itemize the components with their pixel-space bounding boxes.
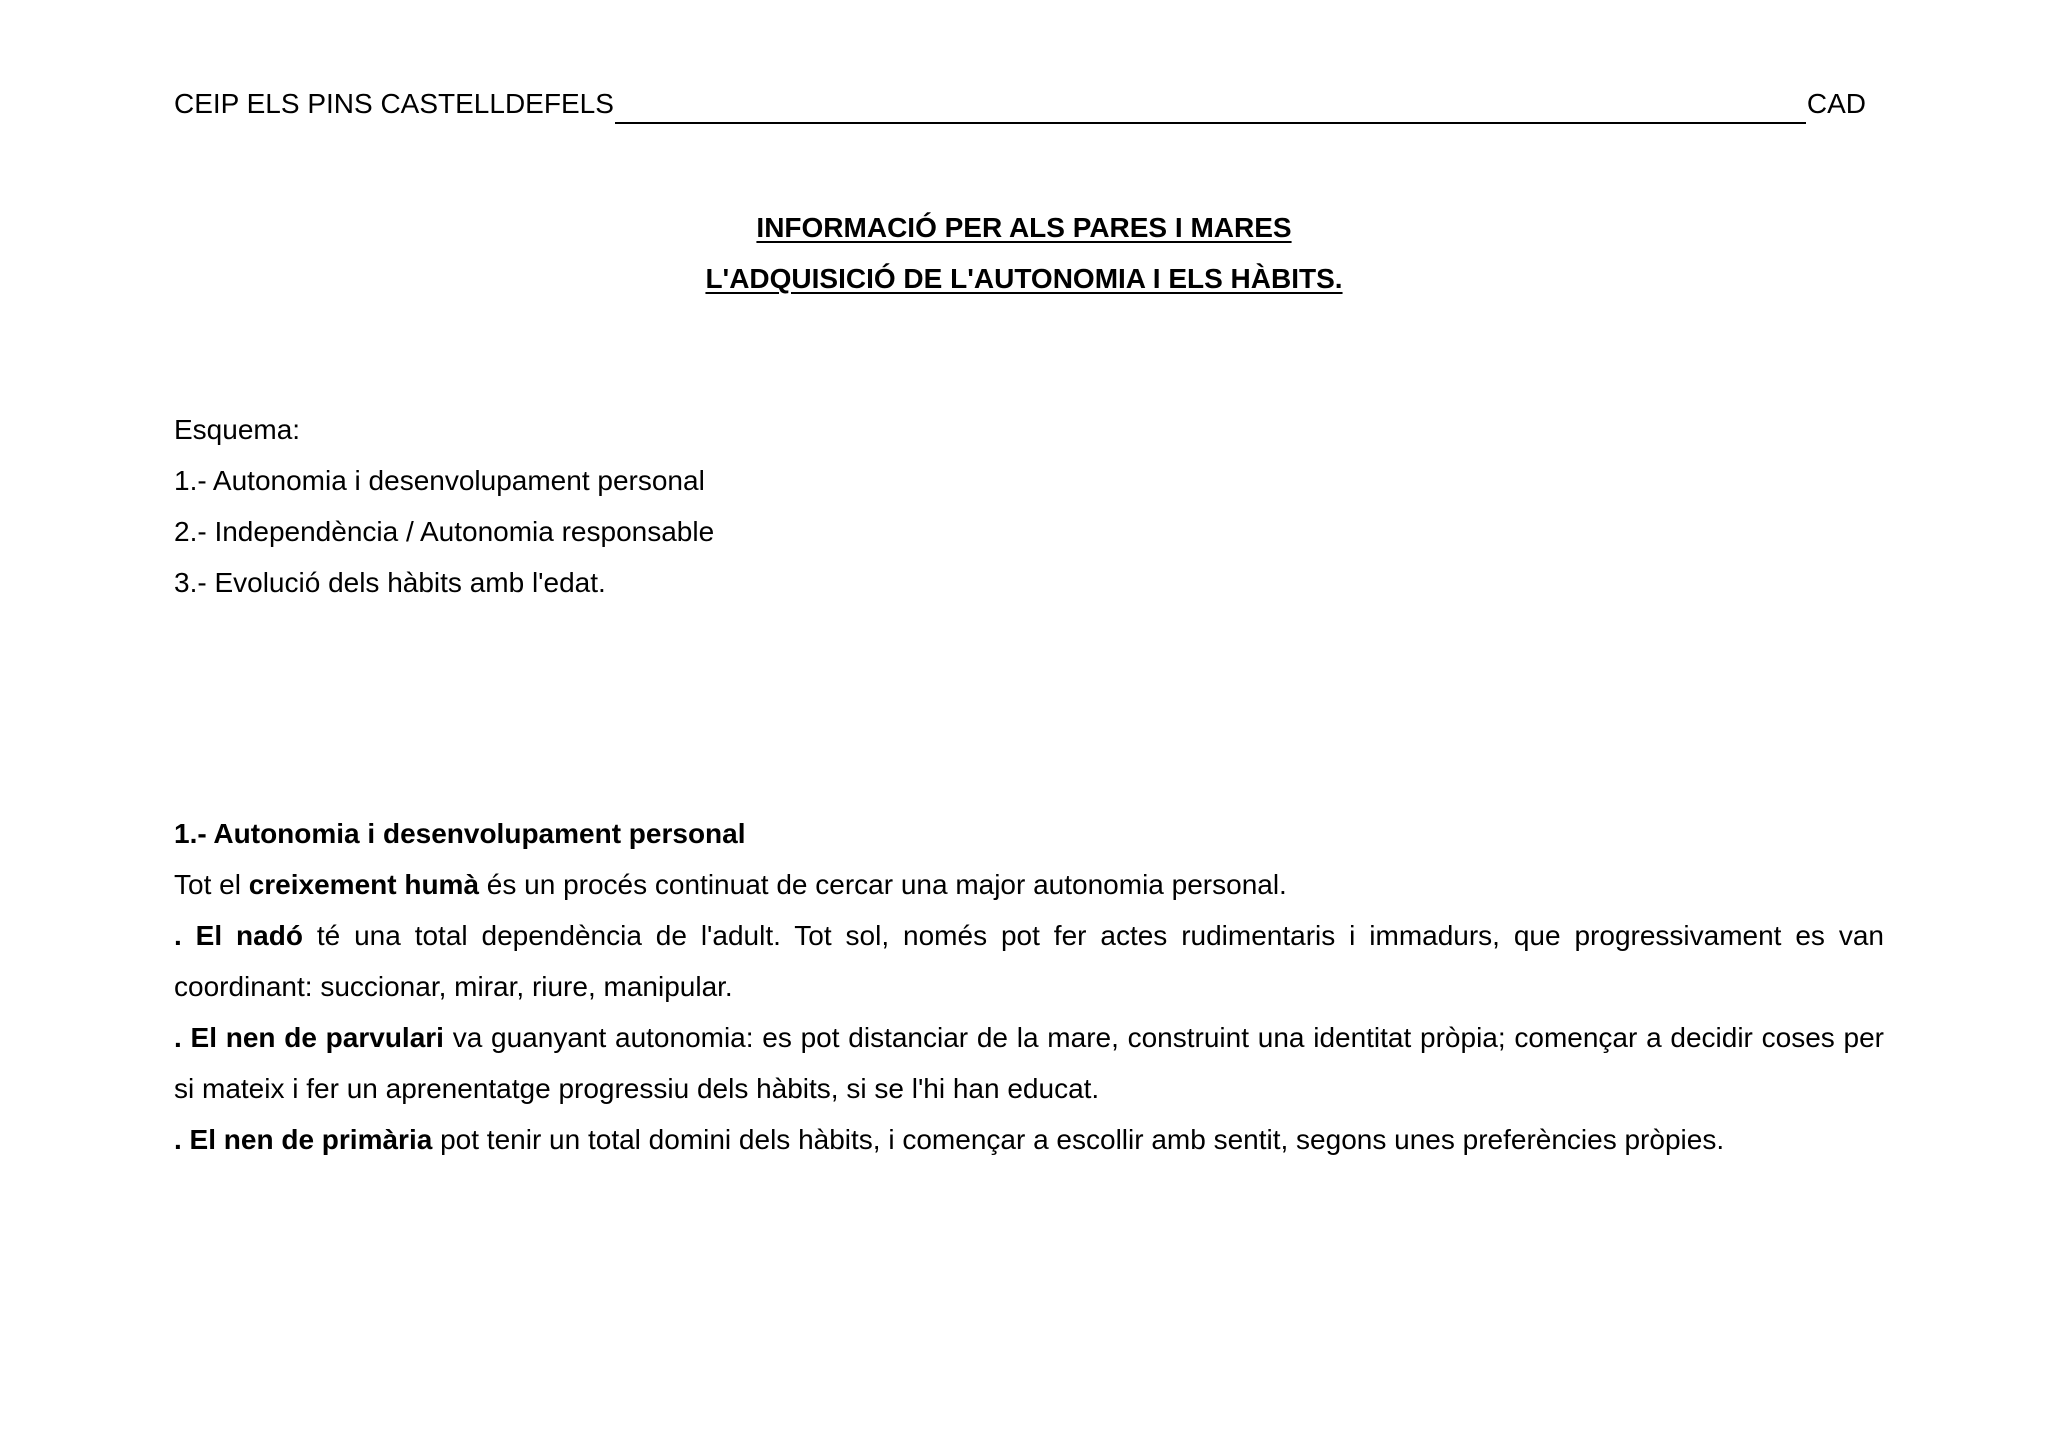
scheme-item: 2.- Independència / Autonomia responsable: [174, 516, 715, 547]
paragraph-text: té una total dependència de l'adult. Tot sol, només pot fer actes rudimentaris i immadurs, que progressivament es van coordinant: succionar, mirar, riure, manipular.: [174, 920, 1884, 1002]
header-code: CAD: [1806, 88, 1866, 119]
section-autonomy: [174, 808, 1884, 1165]
school-name: CEIP ELS PINS CASTELLDEFELS: [174, 88, 614, 119]
document-title: [0, 202, 2048, 304]
scheme-label: Esquema:: [174, 414, 301, 445]
paragraph-bold: creixement humà: [248, 869, 480, 900]
paragraph-text: va guanyant autonomia: es pot distanciar de la mare, construint una identitat pròpia; començar a decidir coses per si mateix i fer un aprenentatge progressiu dels hàbits, si se l'hi han educat.: [174, 1022, 1884, 1104]
paragraph-bold: . El nen de primària: [174, 1124, 433, 1155]
header-rule: [615, 90, 1806, 124]
page-header: [174, 84, 1866, 124]
paragraph-bold: . El nadó: [174, 920, 303, 951]
paragraph-growth: [174, 859, 1884, 910]
scheme-list: [174, 404, 714, 608]
paragraph-preschool: [174, 1012, 1884, 1114]
scheme-item: 1.- Autonomia i desenvolupament personal: [174, 465, 705, 496]
title-line-1: INFORMACIÓ PER ALS PARES I MARES: [756, 212, 1292, 243]
paragraph-text: és un procés continuat de cercar una major autonomia personal.: [479, 869, 1287, 900]
paragraph-newborn: [174, 910, 1884, 1012]
paragraph-text: Tot el: [174, 869, 249, 900]
scheme-item: 3.- Evolució dels hàbits amb l'edat.: [174, 567, 606, 598]
paragraph-primary: [174, 1114, 1884, 1165]
paragraph-bold: . El nen de parvulari: [174, 1022, 444, 1053]
title-line-2: L'ADQUISICIÓ DE L'AUTONOMIA I ELS HÀBITS.: [705, 263, 1343, 294]
section-heading: 1.- Autonomia i desenvolupament personal: [174, 818, 746, 849]
paragraph-text: pot tenir un total domini dels hàbits, i començar a escollir amb sentit, segons unes preferències pròpies.: [432, 1124, 1725, 1155]
